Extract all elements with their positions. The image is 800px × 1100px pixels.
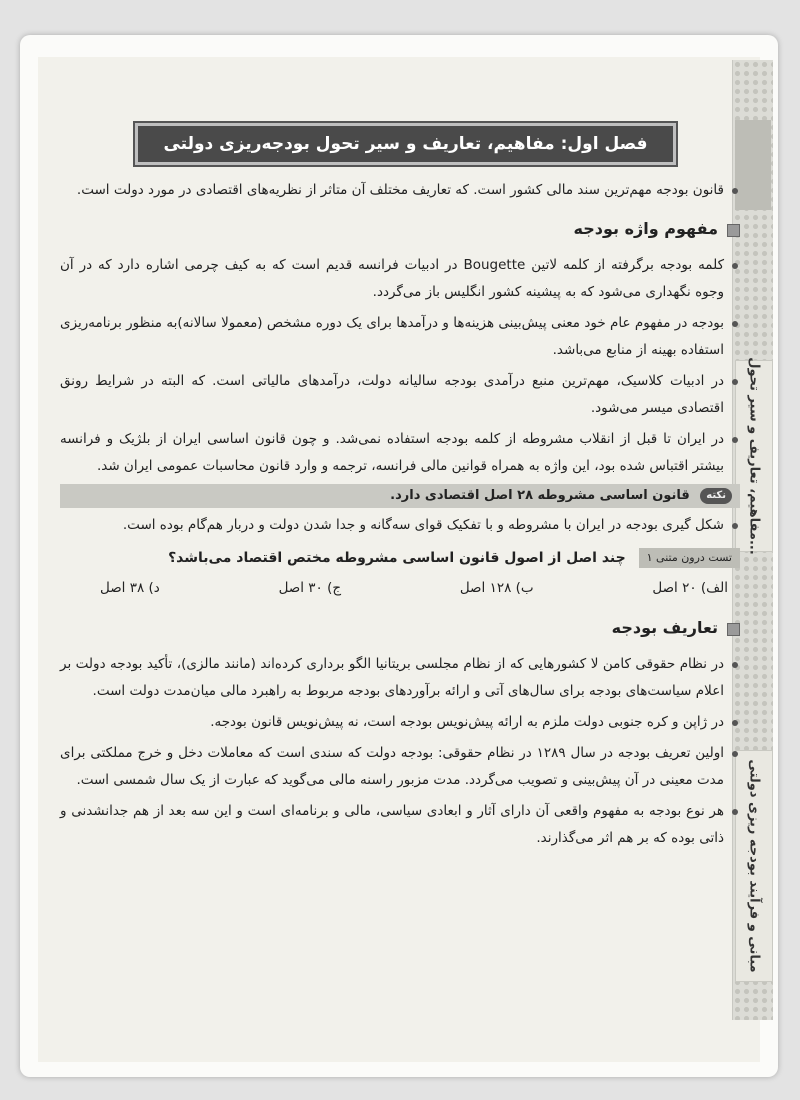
section-heading-definitions-text: تعاریف بودجه: [611, 618, 718, 637]
paragraph: در ادبیات کلاسیک، مهم‌ترین منبع درآمدی بودجه سالیانه دولت، درآمدهای مالیاتی است. که البته در شرایط رونق اقتصادی میسر می‌شود.: [60, 368, 740, 422]
option-b: ب) ۱۲۸ اصل: [459, 580, 534, 596]
option-a: الف) ۲۰ اصل: [652, 580, 728, 596]
question-tag: تست درون متنی ۱: [639, 548, 740, 568]
side-tab-foundations-label: مبانی و فرآیند بودجه ریزی دولتی: [746, 759, 762, 973]
paragraph: در ژاپن و کره جنوبی دولت ملزم به ارائه پیش‌نویس بودجه است، نه پیش‌نویس قانون بودجه.: [60, 709, 740, 736]
side-tab-concepts[interactable]: [735, 357, 773, 555]
section-heading-word: [60, 214, 740, 244]
side-tab-concepts-label: مفاهیم، تعاریف و سیر تحول...: [746, 357, 762, 555]
heading-square-icon: [727, 623, 740, 636]
side-tab-foundations[interactable]: [735, 750, 773, 982]
paragraph: کلمه بودجه برگرفته از کلمه لاتین Bougette در ادبیات فرانسه قدیم است که به کیف چرمی اشاره دارد که در آن وجوه نگهداری می‌شود که به پیشینه کشور انگلیس باز می‌گردد.: [60, 252, 740, 306]
chapter-title: فصل اول: مفاهیم، تعاریف و سیر تحول بودجه‌ریزی دولتی: [135, 123, 676, 165]
paragraph: بودجه در مفهوم عام خود معنی پیش‌بینی هزینه‌ها و درآمدها برای یک دوره مشخص (معمولا سالانه)به منظور برنامه‌ریزی استفاده بهینه از منابع می‌باشد.: [60, 310, 740, 364]
intro-paragraph: قانون بودجه مهم‌ترین سند مالی کشور است. که تعاریف مختلف آن متاثر از نظریه‌های اقتصادی در مورد دولت است.: [60, 177, 740, 204]
option-c: ج) ۳۰ اصل: [278, 580, 342, 596]
question-text: چند اصل از اصول قانون اساسی مشروطه مختص اقتصاد می‌باشد؟: [168, 550, 626, 566]
paragraph: در ایران تا قبل از انقلاب مشروطه از کلمه بودجه استفاده نمی‌شد. و چون قانون اساسی ایران از بلژیک و فرانسه بیشتر اقتباس شده بود، این واژه به همراه قوانین مالی فرانسه، ترجمه و وارد قانون محاسبات عمومی ایران شد.: [60, 426, 740, 480]
paragraph: هر نوع بودجه به مفهوم واقعی آن دارای آثار و ابعادی سیاسی، مالی و برنامه‌ای است و این سه بعد از هم جدانشدنی و ذاتی بوده که بر هم اثر می‌گذارند.: [60, 798, 740, 852]
section-heading-definitions: [60, 613, 740, 643]
paragraph: در نظام حقوقی کامن لا کشورهایی که از نظام مجلسی بریتانیا الگو برداری کرده‌اند (مانند مالزی)، تأکید بودجه دولت بر اعلام سیاست‌های بودجه برای سال‌های آتی و ارائه برآوردهای بودجه مربوط به راهبرد مالی میان‌مدت دولت است.: [60, 651, 740, 705]
option-d: د) ۳۸ اصل: [100, 580, 160, 596]
thumb-index-marker: [735, 120, 771, 210]
note-paragraph: شکل گیری بودجه در ایران با مشروطه و با تفکیک قوای سه‌گانه و جدا شدن دولت و دربار هم‌گام بوده است.: [60, 512, 740, 539]
paragraph: اولین تعریف بودجه در سال ۱۲۸۹ در نظام حقوقی: بودجه دولت که سندی است که معاملات دخل و خرج مملکتی برای مدت معینی در آن پیش‌بینی و تصویب می‌گردد. مدت مزبور راسنه مالی می‌گوید که عبارت از یک سال شمسی است.: [60, 740, 740, 794]
page-content: [60, 177, 740, 856]
note-tag: نکته: [700, 488, 732, 504]
question-options: [60, 573, 740, 603]
heading-square-icon: [727, 224, 740, 237]
note-bar: [60, 484, 740, 508]
section-heading-word-text: مفهوم واژه بودجه: [573, 219, 718, 238]
inline-question: [60, 543, 740, 573]
page-card: [20, 35, 778, 1077]
note-text: قانون اساسی مشروطه ۲۸ اصل اقتصادی دارد.: [390, 488, 690, 503]
